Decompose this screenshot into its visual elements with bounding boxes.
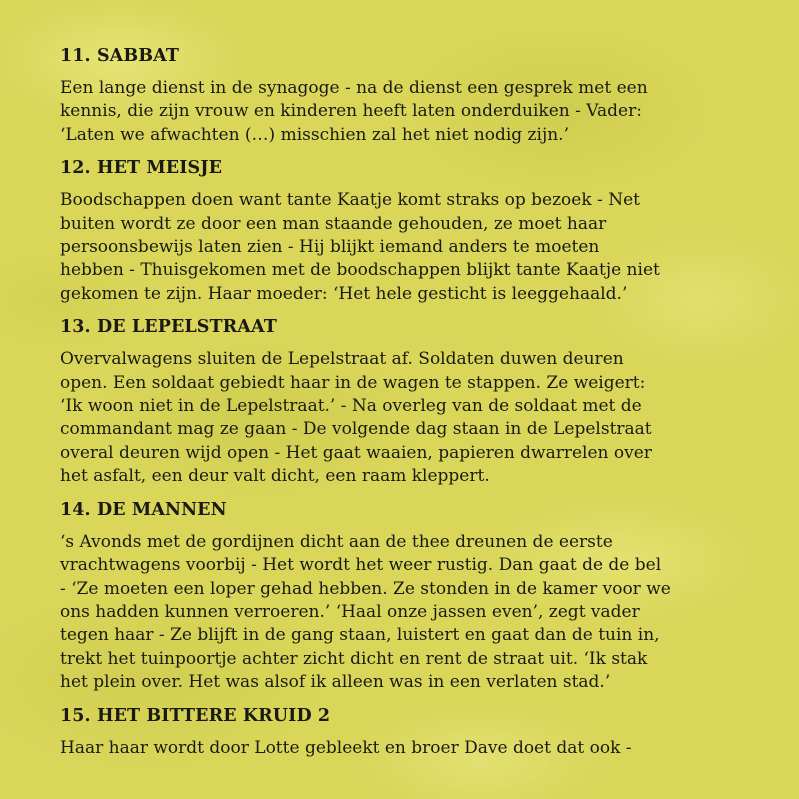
text-line: Een lange dienst in de synagoge - na de dienst een gesprek met een <box>60 78 648 98</box>
text-line: ons hadden kunnen verroeren.’ ‘Haal onze jassen even’, zegt vader <box>60 601 640 622</box>
text-line: vrachtwagens voorbij - Het wordt het weer rustig. Dan gaat de de bel <box>60 555 662 576</box>
section-heading: 13. DE LEPELSTRAAT <box>60 317 277 338</box>
text-line: kennis, die zijn vrouw en kinderen heeft laten onderduiken - Vader: <box>60 101 642 122</box>
text-line: ‘Laten we afwachten (…) misschien zal het niet nodig zijn.’ <box>60 124 569 145</box>
section-paragraph <box>60 737 750 760</box>
section-14 <box>60 498 750 695</box>
text-line: commandant mag ze gaan - De volgende dag staan in de Lepelstraat <box>60 419 652 440</box>
section-heading: 11. SABBAT <box>60 46 179 66</box>
section-heading: 12. HET MEISJE <box>60 158 223 179</box>
text-line: trekt het tuinpoortje achter zicht dicht en rent de straat uit. ‘Ik stak <box>60 648 648 669</box>
text-line: - ‘Ze moeten een loper gehad hebben. Ze stonden in de kamer voor we <box>60 578 671 599</box>
text-line: Haar haar wordt door Lotte gebleekt en broer Dave doet dat ook - <box>60 737 632 758</box>
section-paragraph <box>60 189 750 306</box>
text-line: gekomen te zijn. Haar moeder: ‘Het hele gesticht is leeggehaald.’ <box>60 283 628 304</box>
section-heading: 14. DE MANNEN <box>60 499 227 520</box>
text-line: buiten wordt ze door een man staande gehouden, ze moet haar <box>60 213 607 234</box>
text-line: open. Een soldaat gebiedt haar in de wagen te stappen. Ze weigert: <box>60 372 646 393</box>
text-line: Overvalwagens sluiten de Lepelstraat af. Soldaten duwen deuren <box>60 349 624 370</box>
section-15 <box>60 704 750 760</box>
text-line: ‘s Avonds met de gordijnen dicht aan de thee dreunen de eerste <box>60 531 613 552</box>
section-heading: 15. HET BITTERE KRUID 2 <box>60 705 331 726</box>
text-line: het plein over. Het was alsof ik alleen was in een verlaten stad.’ <box>60 672 611 693</box>
section-paragraph <box>60 531 750 695</box>
section-11 <box>60 44 750 147</box>
text-line: het asfalt, een deur valt dicht, een raam kleppert. <box>60 466 490 487</box>
section-13 <box>60 315 750 488</box>
text-line: persoonsbewijs laten zien - Hij blijkt iemand anders te moeten <box>60 237 600 258</box>
text-line: Boodschappen doen want tante Kaatje komt straks op bezoek - Net <box>60 190 640 211</box>
text-line: overal deuren wijd open - Het gaat waaien, papieren dwarrelen over <box>60 442 652 463</box>
text-line: tegen haar - Ze blijft in de gang staan, luistert en gaat dan de tuin in, <box>60 625 660 646</box>
section-paragraph <box>60 77 750 147</box>
document-page <box>60 44 750 769</box>
section-paragraph <box>60 348 750 488</box>
text-line: hebben - Thuisgekomen met de boodschappen blijkt tante Kaatje niet <box>60 260 660 281</box>
text-line: ‘Ik woon niet in de Lepelstraat.’ - Na overleg van de soldaat met de <box>60 396 642 417</box>
section-12 <box>60 156 750 306</box>
